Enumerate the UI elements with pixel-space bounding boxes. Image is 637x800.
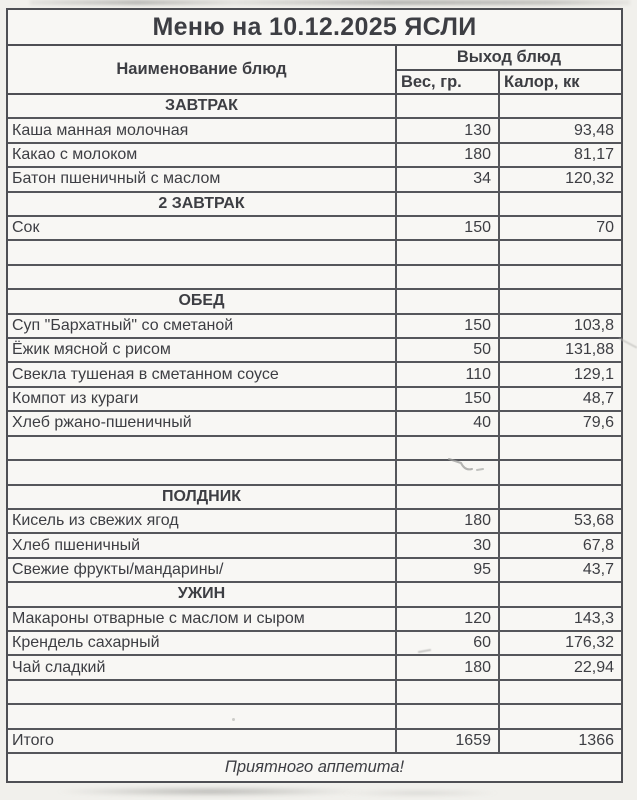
empty-row — [8, 681, 621, 705]
table-header — [8, 46, 621, 95]
calories-cell: 131,88 — [565, 341, 614, 359]
dish-name-cell: Свекла тушеная в сметанном соусе — [8, 363, 397, 385]
calories-cell: 120,32 — [565, 170, 614, 188]
menu-item-row — [8, 339, 621, 363]
dish-name-cell: Чай сладкий — [8, 656, 397, 678]
dish-name-cell: Хлеб пшеничный — [8, 534, 397, 556]
weight-cell: 40 — [397, 412, 500, 434]
weight-cell: 130 — [397, 119, 500, 141]
weight-cell: 50 — [397, 339, 500, 361]
calories-cell — [500, 461, 621, 483]
calories-cell: 176,32 — [565, 634, 614, 652]
weight-cell: 150 — [397, 315, 500, 337]
weight-cell — [397, 241, 500, 263]
calories-cell — [500, 193, 621, 215]
weight-cell: 180 — [397, 656, 500, 678]
weight-cell — [397, 461, 500, 483]
calories-cell: 67,8 — [582, 536, 614, 554]
weight-cell — [397, 583, 500, 605]
dish-name-cell: Каша манная молочная — [8, 119, 397, 141]
dish-name-cell: Сок — [8, 217, 397, 239]
col-header-output: Выход блюд — [397, 46, 621, 71]
section-label: УЖИН — [8, 583, 397, 605]
weight-cell: 95 — [397, 559, 500, 581]
calories-cell: 93,48 — [573, 121, 614, 139]
calories-cell — [500, 681, 621, 703]
weight-cell — [397, 437, 500, 459]
calories-cell: 1366 — [578, 731, 614, 749]
menu-item-row — [8, 534, 621, 558]
section-label: ОБЕД — [8, 290, 397, 312]
weight-cell: 180 — [397, 510, 500, 532]
calories-cell: 143,3 — [573, 609, 614, 627]
calories-cell: 48,7 — [582, 390, 614, 408]
weight-cell: 110 — [397, 363, 500, 385]
col-header-name: Наименование блюд — [8, 46, 397, 93]
dish-name-cell — [8, 681, 397, 703]
menu-item-row — [8, 144, 621, 168]
col-header-output-group — [397, 46, 621, 93]
dish-name-cell — [8, 437, 397, 459]
dish-name-cell: Хлеб ржано-пшеничный — [8, 412, 397, 434]
weight-cell: 120 — [397, 608, 500, 630]
dish-name-cell: Итого — [8, 730, 397, 752]
dish-name-cell: Ёжик мясной с рисом — [8, 339, 397, 361]
weight-cell: 150 — [397, 217, 500, 239]
menu-item-row — [8, 388, 621, 412]
weight-cell — [397, 193, 500, 215]
calories-cell: 103,8 — [573, 316, 614, 334]
section-row — [8, 290, 621, 314]
empty-row — [8, 461, 621, 485]
weight-cell: 180 — [397, 144, 500, 166]
empty-row — [8, 266, 621, 290]
menu-item-row — [8, 168, 621, 192]
col-header-weight: Вес, гр. — [397, 71, 500, 93]
weight-cell — [397, 486, 500, 508]
weight-cell: 30 — [397, 534, 500, 556]
calories-cell — [500, 290, 621, 312]
calories-cell — [500, 95, 621, 117]
calories-cell: 70 — [596, 219, 614, 237]
calories-cell — [500, 437, 621, 459]
dish-name-cell — [8, 266, 397, 288]
menu-table-body — [8, 95, 621, 754]
section-row — [8, 486, 621, 510]
section-label: ПОЛДНИК — [8, 486, 397, 508]
menu-table — [6, 8, 623, 783]
calories-cell — [500, 583, 621, 605]
menu-item-row — [8, 510, 621, 534]
weight-cell — [397, 266, 500, 288]
dish-name-cell: Свежие фрукты/мандарины/ — [8, 559, 397, 581]
scan-smudge-bottom — [55, 787, 365, 796]
dish-name-cell: Какао с молоком — [8, 144, 397, 166]
weight-cell — [397, 95, 500, 117]
col-header-calories: Калор, кк — [504, 72, 580, 91]
weight-cell — [397, 681, 500, 703]
calories-cell — [500, 486, 621, 508]
weight-cell: 60 — [397, 632, 500, 654]
menu-item-row — [8, 363, 621, 387]
dish-name-cell — [8, 461, 397, 483]
col-subheader-row — [397, 71, 621, 93]
calories-cell — [500, 705, 621, 727]
dish-name-cell: Кисель из свежих ягод — [8, 510, 397, 532]
dish-name-cell — [8, 705, 397, 727]
calories-cell: 81,17 — [573, 146, 614, 164]
scan-smudge-bottom-right — [340, 790, 500, 796]
calories-cell: 22,94 — [573, 658, 614, 676]
menu-item-row — [8, 608, 621, 632]
calories-cell: 43,7 — [582, 560, 614, 578]
menu-item-row — [8, 119, 621, 143]
weight-cell: 150 — [397, 388, 500, 410]
page-title: Меню на 10.12.2025 ЯСЛИ — [8, 10, 621, 46]
empty-row — [8, 705, 621, 729]
section-label: ЗАВТРАК — [8, 95, 397, 117]
calories-cell: 129,1 — [573, 365, 614, 383]
section-row — [8, 95, 621, 119]
dish-name-cell: Крендель сахарный — [8, 632, 397, 654]
calories-cell: 79,6 — [582, 414, 614, 432]
weight-cell — [397, 705, 500, 727]
menu-item-row — [8, 632, 621, 656]
empty-row — [8, 241, 621, 265]
scan-smudge-top — [30, 0, 630, 5]
calories-cell: 53,68 — [573, 512, 614, 530]
dish-name-cell: Макароны отварные с маслом и сыром — [8, 608, 397, 630]
dish-name-cell: Суп "Бархатный" со сметаной — [8, 315, 397, 337]
menu-item-row — [8, 315, 621, 339]
section-row — [8, 583, 621, 607]
weight-cell — [397, 290, 500, 312]
menu-item-row — [8, 559, 621, 583]
footer-note: Приятного аппетита! — [224, 758, 405, 776]
section-row — [8, 193, 621, 217]
calories-cell — [500, 266, 621, 288]
weight-cell: 1659 — [397, 730, 500, 752]
menu-item-row — [8, 412, 621, 436]
empty-row — [8, 437, 621, 461]
dish-name-cell — [8, 241, 397, 263]
total-row — [8, 730, 621, 754]
dish-name-cell: Батон пшеничный с маслом — [8, 168, 397, 190]
menu-item-row — [8, 656, 621, 680]
menu-item-row — [8, 217, 621, 241]
calories-cell — [500, 241, 621, 263]
dish-name-cell: Компот из кураги — [8, 388, 397, 410]
weight-cell: 34 — [397, 168, 500, 190]
section-label: 2 ЗАВТРАК — [8, 193, 397, 215]
